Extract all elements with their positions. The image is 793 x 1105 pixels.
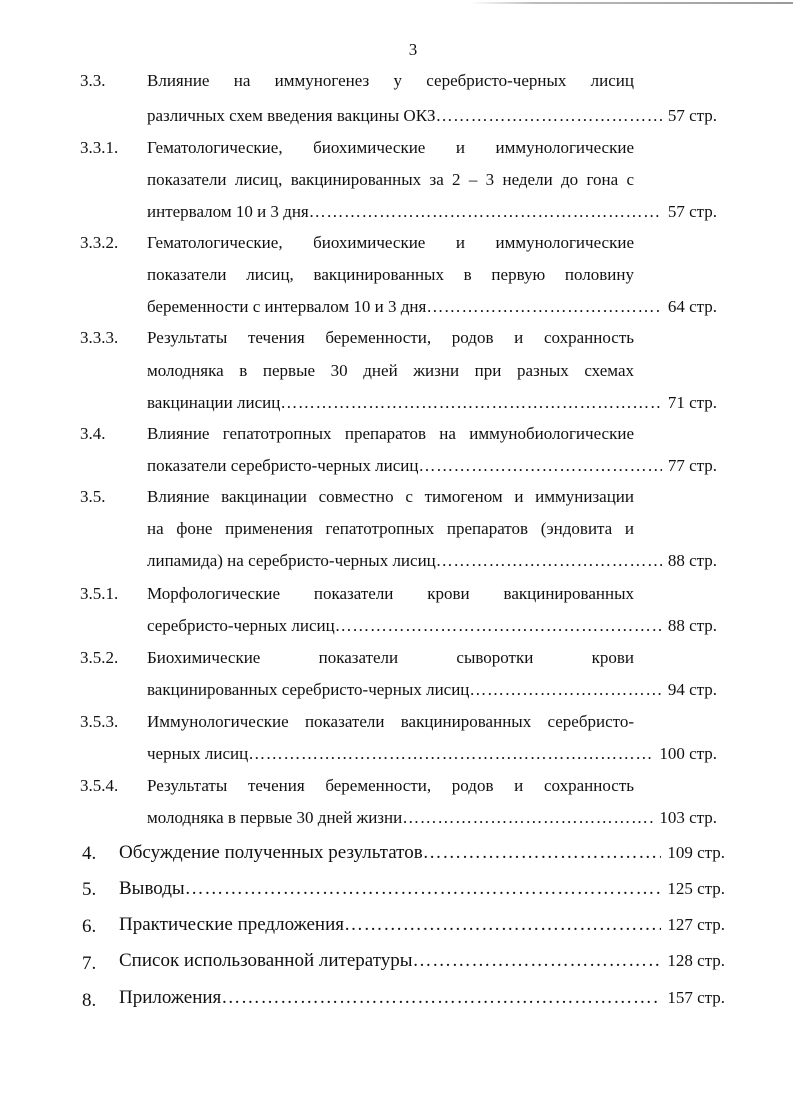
toc-line-last <box>147 616 717 636</box>
toc-number: 3.5.4. <box>80 776 119 795</box>
toc-page: 88 стр. <box>667 551 717 570</box>
toc-line: Морфологические показатели крови вакцинированных <box>147 584 634 603</box>
toc-page: 157 стр. <box>667 988 725 1007</box>
toc-leader <box>248 744 653 764</box>
toc-line-last <box>147 744 717 764</box>
toc-line: молодняка в первые 30 дней жизни <box>147 808 403 827</box>
scan-edge-line <box>470 2 793 4</box>
toc-line: Иммунологические показатели вакцинированных серебристо- <box>147 712 634 731</box>
toc-leader <box>418 456 661 476</box>
toc-line-last <box>119 842 725 864</box>
toc-line-last <box>147 202 717 222</box>
toc-line: серебристо-черных лисиц <box>147 616 335 635</box>
toc-number: 3.3.2. <box>80 233 119 252</box>
toc-line: вакцинации лисиц <box>147 393 281 412</box>
toc-leader <box>221 987 661 1009</box>
toc-leader <box>280 393 662 413</box>
toc-page: 71 стр. <box>667 393 717 412</box>
toc-leader <box>423 842 662 864</box>
toc-page: 94 стр. <box>667 680 717 699</box>
toc-line: показатели серебристо-черных лисиц <box>147 456 419 475</box>
toc-line: показатели лисиц, вакцинированных в первую половину <box>147 265 634 284</box>
toc-line-last <box>119 950 725 972</box>
toc-line: на фоне применения гепатотропных препаратов (эндовита и <box>147 519 634 538</box>
toc-line: Обсуждение полученных результатов <box>119 842 423 863</box>
toc-line-last <box>147 808 717 828</box>
toc-leader <box>469 680 661 700</box>
toc-page: 100 стр. <box>659 744 717 763</box>
toc-line: Влияние вакцинации совместно с тимогеном и иммунизации <box>147 487 634 506</box>
toc-line-last <box>147 680 717 700</box>
toc-leader <box>344 914 661 936</box>
toc-line: Практические предложения <box>119 914 344 935</box>
toc-line: Гематологические, биохимические и иммунологические <box>147 138 634 157</box>
toc-number: 3.5.3. <box>80 712 119 731</box>
toc-line: вакцинированных серебристо-черных лисиц <box>147 680 470 699</box>
toc-line-last <box>119 914 725 936</box>
toc-line: Влияние гепатотропных препаратов на иммунобиологические <box>147 424 634 443</box>
toc-page: 128 стр. <box>667 951 725 970</box>
toc-page: 109 стр. <box>667 843 725 862</box>
toc-line: липамида) на серебристо-черных лисиц <box>147 551 436 570</box>
toc-number: 8. <box>82 990 97 1011</box>
page-number: 3 <box>408 40 418 59</box>
toc-leader <box>185 878 662 900</box>
toc-page: 125 стр. <box>667 879 725 898</box>
toc-page: 103 стр. <box>659 808 717 827</box>
toc-page: 77 стр. <box>667 456 717 475</box>
toc-leader <box>426 297 662 317</box>
toc-number: 3.4. <box>80 424 106 443</box>
toc-leader <box>309 202 662 222</box>
toc-line: Список использованной литературы <box>119 950 413 971</box>
toc-line-last <box>147 297 717 317</box>
toc-line: беременности с интервалом 10 и 3 дня <box>147 297 427 316</box>
toc-number: 3.5.1. <box>80 584 119 603</box>
toc-line: показатели лисиц, вакцинированных за 2 – 3 недели до гона с <box>147 170 634 189</box>
toc-leader <box>335 616 662 636</box>
toc-page: 127 стр. <box>667 915 725 934</box>
toc-line: Биохимические показатели сыворотки крови <box>147 648 634 667</box>
toc-line-last <box>147 456 717 476</box>
toc-line: Результаты течения беременности, родов и сохранность <box>147 776 634 795</box>
toc-leader <box>402 808 653 828</box>
toc-line: молодняка в первые 30 дней жизни при разных схемах <box>147 361 634 380</box>
toc-number: 3.5.2. <box>80 648 119 667</box>
toc-page: 57 стр. <box>667 202 717 221</box>
toc-line: Гематологические, биохимические и иммунологические <box>147 233 634 252</box>
toc-leader <box>436 551 662 571</box>
toc-line-last <box>147 551 717 571</box>
toc-line-last <box>147 393 717 413</box>
toc-line-last <box>119 878 725 900</box>
toc-line: Влияние на иммуногенез у серебристо-черных лисиц <box>147 71 634 90</box>
toc-leader <box>436 106 662 126</box>
toc-number: 3.5. <box>80 487 106 506</box>
toc-line: черных лисиц <box>147 744 249 763</box>
toc-page: 64 стр. <box>667 297 717 316</box>
toc-number: 6. <box>82 916 97 937</box>
toc-number: 7. <box>82 953 97 974</box>
toc-line: Выводы <box>119 878 185 899</box>
toc-line: интервалом 10 и 3 дня <box>147 202 309 221</box>
toc-page: 57 стр. <box>667 106 717 125</box>
toc-line: Результаты течения беременности, родов и сохранность <box>147 328 634 347</box>
toc-leader <box>413 950 662 972</box>
toc-page: 88 стр. <box>667 616 717 635</box>
toc-line: различных схем введения вакцины ОКЗ <box>147 106 436 125</box>
toc-line-last <box>147 106 717 126</box>
toc-number: 3.3. <box>80 71 106 90</box>
toc-line-last <box>119 987 725 1009</box>
toc-number: 5. <box>82 879 97 900</box>
toc-number: 3.3.1. <box>80 138 119 157</box>
toc-number: 4. <box>82 843 97 864</box>
toc-number: 3.3.3. <box>80 328 119 347</box>
toc-line: Приложения <box>119 987 222 1008</box>
